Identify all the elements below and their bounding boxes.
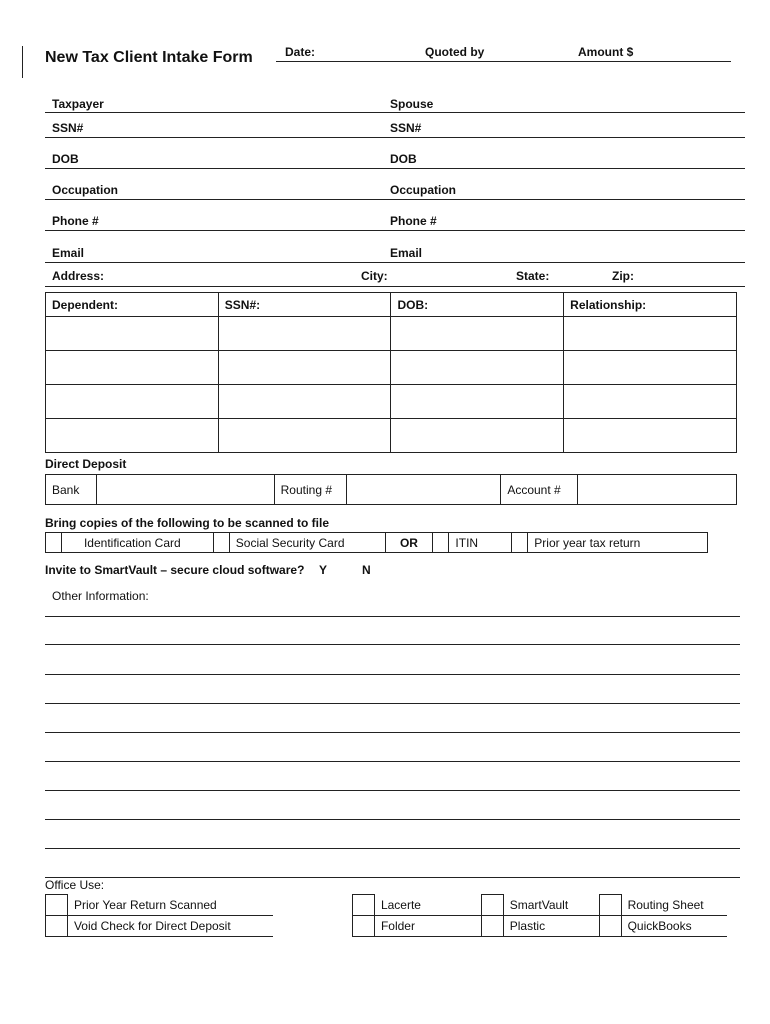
plastic-label: Plastic xyxy=(503,916,599,937)
quickbooks-label: QuickBooks xyxy=(621,916,727,937)
table-row xyxy=(46,351,737,385)
prior-return-label: Prior year tax return xyxy=(528,533,708,553)
dob-cell[interactable] xyxy=(391,317,564,351)
quickbooks-checkbox[interactable] xyxy=(599,916,621,937)
dependent-cell[interactable] xyxy=(46,317,219,351)
table-row xyxy=(46,385,737,419)
other-info-line[interactable] xyxy=(45,703,740,704)
id-card-label: Identification Card xyxy=(61,533,213,553)
taxpayer-line[interactable] xyxy=(45,112,745,113)
dob-header: DOB: xyxy=(391,293,564,317)
folder-checkbox[interactable] xyxy=(353,916,375,937)
prior-return-checkbox[interactable] xyxy=(512,533,528,553)
date-label: Date: xyxy=(285,45,316,59)
ssn-header: SSN#: xyxy=(218,293,391,317)
relationship-cell[interactable] xyxy=(564,317,737,351)
smartvault-no[interactable]: N xyxy=(362,563,371,577)
table-row xyxy=(46,419,737,453)
bank-label: Bank xyxy=(46,475,97,505)
ss-card-checkbox[interactable] xyxy=(213,533,229,553)
other-info-line[interactable] xyxy=(45,790,740,791)
relationship-cell[interactable] xyxy=(564,385,737,419)
smartvault-label: SmartVault xyxy=(503,895,599,916)
bank-field[interactable] xyxy=(96,475,274,505)
account-label: Account # xyxy=(501,475,578,505)
other-info-line[interactable] xyxy=(45,819,740,820)
quoted-by-label: Quoted by xyxy=(425,45,485,59)
lacerte-checkbox[interactable] xyxy=(353,895,375,916)
spouse-email-label: Email xyxy=(390,246,423,260)
smartvault-checkbox[interactable] xyxy=(481,895,503,916)
plastic-checkbox[interactable] xyxy=(481,916,503,937)
smartvault-question: Invite to SmartVault – secure cloud software? xyxy=(45,563,305,577)
spouse-phone-label: Phone # xyxy=(390,214,437,228)
routing-sheet-checkbox[interactable] xyxy=(599,895,621,916)
ssn-cell[interactable] xyxy=(218,317,391,351)
dob-cell[interactable] xyxy=(391,385,564,419)
documents-table xyxy=(45,532,708,553)
email-line[interactable] xyxy=(45,262,745,263)
page-title: New Tax Client Intake Form xyxy=(45,49,253,66)
smartvault-yes[interactable]: Y xyxy=(319,563,328,577)
other-info-line[interactable] xyxy=(45,848,740,849)
state-label: State: xyxy=(516,269,550,283)
ssn-cell[interactable] xyxy=(218,351,391,385)
spouse-dob-label: DOB xyxy=(390,152,417,166)
itin-label: ITIN xyxy=(449,533,512,553)
id-card-checkbox[interactable] xyxy=(46,533,62,553)
taxpayer-occupation-label: Occupation xyxy=(52,183,119,197)
relationship-cell[interactable] xyxy=(564,351,737,385)
prior-scanned-checkbox[interactable] xyxy=(46,895,68,916)
routing-sheet-label: Routing Sheet xyxy=(621,895,727,916)
ssn-cell[interactable] xyxy=(218,419,391,453)
dob-line[interactable] xyxy=(45,168,745,169)
address-label: Address: xyxy=(52,269,105,283)
ssn-line[interactable] xyxy=(45,137,745,138)
occupation-line[interactable] xyxy=(45,199,745,200)
documents-title: Bring copies of the following to be scanned to file xyxy=(45,516,330,530)
account-field[interactable] xyxy=(578,475,737,505)
header-underline[interactable] xyxy=(276,61,731,62)
other-info-line[interactable] xyxy=(45,674,740,675)
city-label: City: xyxy=(361,269,388,283)
dependent-cell[interactable] xyxy=(46,351,219,385)
spouse-label: Spouse xyxy=(390,97,434,111)
prior-scanned-label: Prior Year Return Scanned xyxy=(67,895,273,916)
taxpayer-ssn-label: SSN# xyxy=(52,121,84,135)
dependent-cell[interactable] xyxy=(46,419,219,453)
address-line[interactable] xyxy=(45,286,745,287)
taxpayer-dob-label: DOB xyxy=(52,152,79,166)
dependent-cell[interactable] xyxy=(46,385,219,419)
direct-deposit-title: Direct Deposit xyxy=(45,457,127,471)
taxpayer-label: Taxpayer xyxy=(52,97,104,111)
other-info-line[interactable] xyxy=(45,616,740,617)
other-info-line[interactable] xyxy=(45,761,740,762)
or-label: OR xyxy=(385,533,433,553)
margin-mark xyxy=(22,46,23,78)
dob-cell[interactable] xyxy=(391,419,564,453)
amount-label: Amount $ xyxy=(578,45,634,59)
routing-label: Routing # xyxy=(274,475,346,505)
dob-cell[interactable] xyxy=(391,351,564,385)
relationship-cell[interactable] xyxy=(564,419,737,453)
taxpayer-email-label: Email xyxy=(52,246,85,260)
phone-line[interactable] xyxy=(45,230,745,231)
other-info-line[interactable] xyxy=(45,732,740,733)
itin-checkbox[interactable] xyxy=(433,533,449,553)
lacerte-label: Lacerte xyxy=(374,895,481,916)
ssn-cell[interactable] xyxy=(218,385,391,419)
relationship-header: Relationship: xyxy=(564,293,737,317)
spouse-occupation-label: Occupation xyxy=(390,183,457,197)
void-check-checkbox[interactable] xyxy=(46,916,68,937)
spouse-ssn-label: SSN# xyxy=(390,121,422,135)
ss-card-label: Social Security Card xyxy=(229,533,385,553)
dependents-table xyxy=(45,292,737,453)
taxpayer-phone-label: Phone # xyxy=(52,214,99,228)
routing-field[interactable] xyxy=(346,475,501,505)
office-left-table xyxy=(45,894,273,937)
office-mid-table xyxy=(352,894,727,937)
other-info-label: Other Information: xyxy=(52,589,149,603)
zip-label: Zip: xyxy=(612,269,634,283)
dependent-header: Dependent: xyxy=(46,293,219,317)
folder-label: Folder xyxy=(374,916,481,937)
direct-deposit-table xyxy=(45,474,737,505)
void-check-label: Void Check for Direct Deposit xyxy=(67,916,273,937)
office-use-title: Office Use: xyxy=(45,878,105,892)
other-info-line[interactable] xyxy=(45,877,740,878)
other-info-line[interactable] xyxy=(45,644,740,645)
table-row xyxy=(46,317,737,351)
